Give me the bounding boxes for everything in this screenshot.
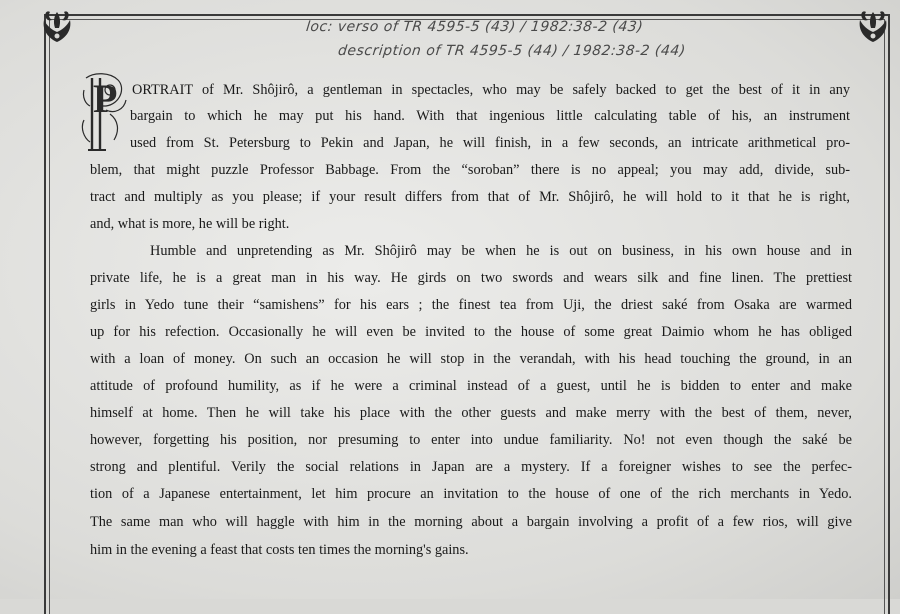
paragraph2-line-12: him in the evening a feast that costs ten times the morning's gains. bbox=[90, 542, 469, 558]
paragraph1-line-2: bargain to which he may put his hand. With that ingenious little calculating table of his, an instrument bbox=[130, 108, 850, 124]
paragraph1-line-3: used from St. Petersburg to Pekin and Japan, he will finish, in a few seconds, an intricate arithmetical pro- bbox=[130, 135, 850, 151]
paragraph2-line-7: himself at home. Then he will take his place with the other guests and make merry with the best of them, never, bbox=[90, 405, 852, 421]
handwritten-annotation-description: description of TR 4595-5 (44) / 1982:38-2 (44) bbox=[337, 43, 687, 59]
paragraph2-line-4: up for his refection. Occasionally he will even be invited to the house of some great Daimio whom he has obliged bbox=[90, 324, 852, 340]
paragraph2-line-1: Humble and unpretending as Mr. Shôjirô may be when he is out on business, in his own house and in bbox=[150, 243, 852, 259]
corner-ornament-right-icon bbox=[854, 8, 892, 46]
paragraph2-line-10: tion of a Japanese entertainment, let him procure an invitation to the house of one of the rich merchants in Yedo. bbox=[90, 486, 852, 502]
paragraph1-line-4: blem, that might puzzle Professor Babbage. From the “soroban” there is no appeal; you may add, divide, sub- bbox=[90, 162, 850, 178]
corner-ornament-left-icon bbox=[38, 8, 76, 46]
paragraph1-line-1: ORTRAIT of Mr. Shôjirô, a gentleman in spectacles, who may be safely backed to get the best of it in any bbox=[132, 82, 850, 98]
paragraph2-line-2: private life, he is a great man in his way. He girds on two swords and wears silk and fine linen. The prettiest bbox=[90, 270, 852, 286]
paragraph2-line-3: girls in Yedo tune their “samishens” for his ears ; the finest tea from Uji, the driest saké from Osaka are warmed bbox=[90, 297, 852, 313]
handwritten-annotation-location: loc: verso of TR 4595-5 (43) / 1982:38-2 (43) bbox=[305, 19, 645, 35]
paragraph1-line-5: tract and multiply as you please; if your result differs from that of Mr. Shôjirô, he will hold to it that he is right, bbox=[90, 189, 850, 205]
svg-text:P: P bbox=[93, 76, 118, 121]
paragraph2-line-5: with a loan of money. On such an occasion he will stop in the verandah, with his head touching the ground, in an bbox=[90, 351, 852, 367]
decorated-initial-p bbox=[80, 70, 130, 156]
paragraph2-line-11: The same man who will haggle with him in the morning about a bargain involving a profit of a few rios, will give bbox=[90, 514, 852, 530]
paragraph2-line-9: strong and plentiful. Verily the social relations in Japan are a mystery. If a foreigner wishes to see the perfec- bbox=[90, 459, 852, 475]
paragraph2-line-8: however, forgetting his position, nor presuming to enter into undue familiarity. No! not even though the saké be bbox=[90, 432, 852, 448]
paragraph2-line-6: attitude of profound humility, as if he were a criminal instead of a guest, until he is bidden to enter and make bbox=[90, 378, 852, 394]
paragraph1-line-6: and, what is more, he will be right. bbox=[90, 216, 290, 232]
